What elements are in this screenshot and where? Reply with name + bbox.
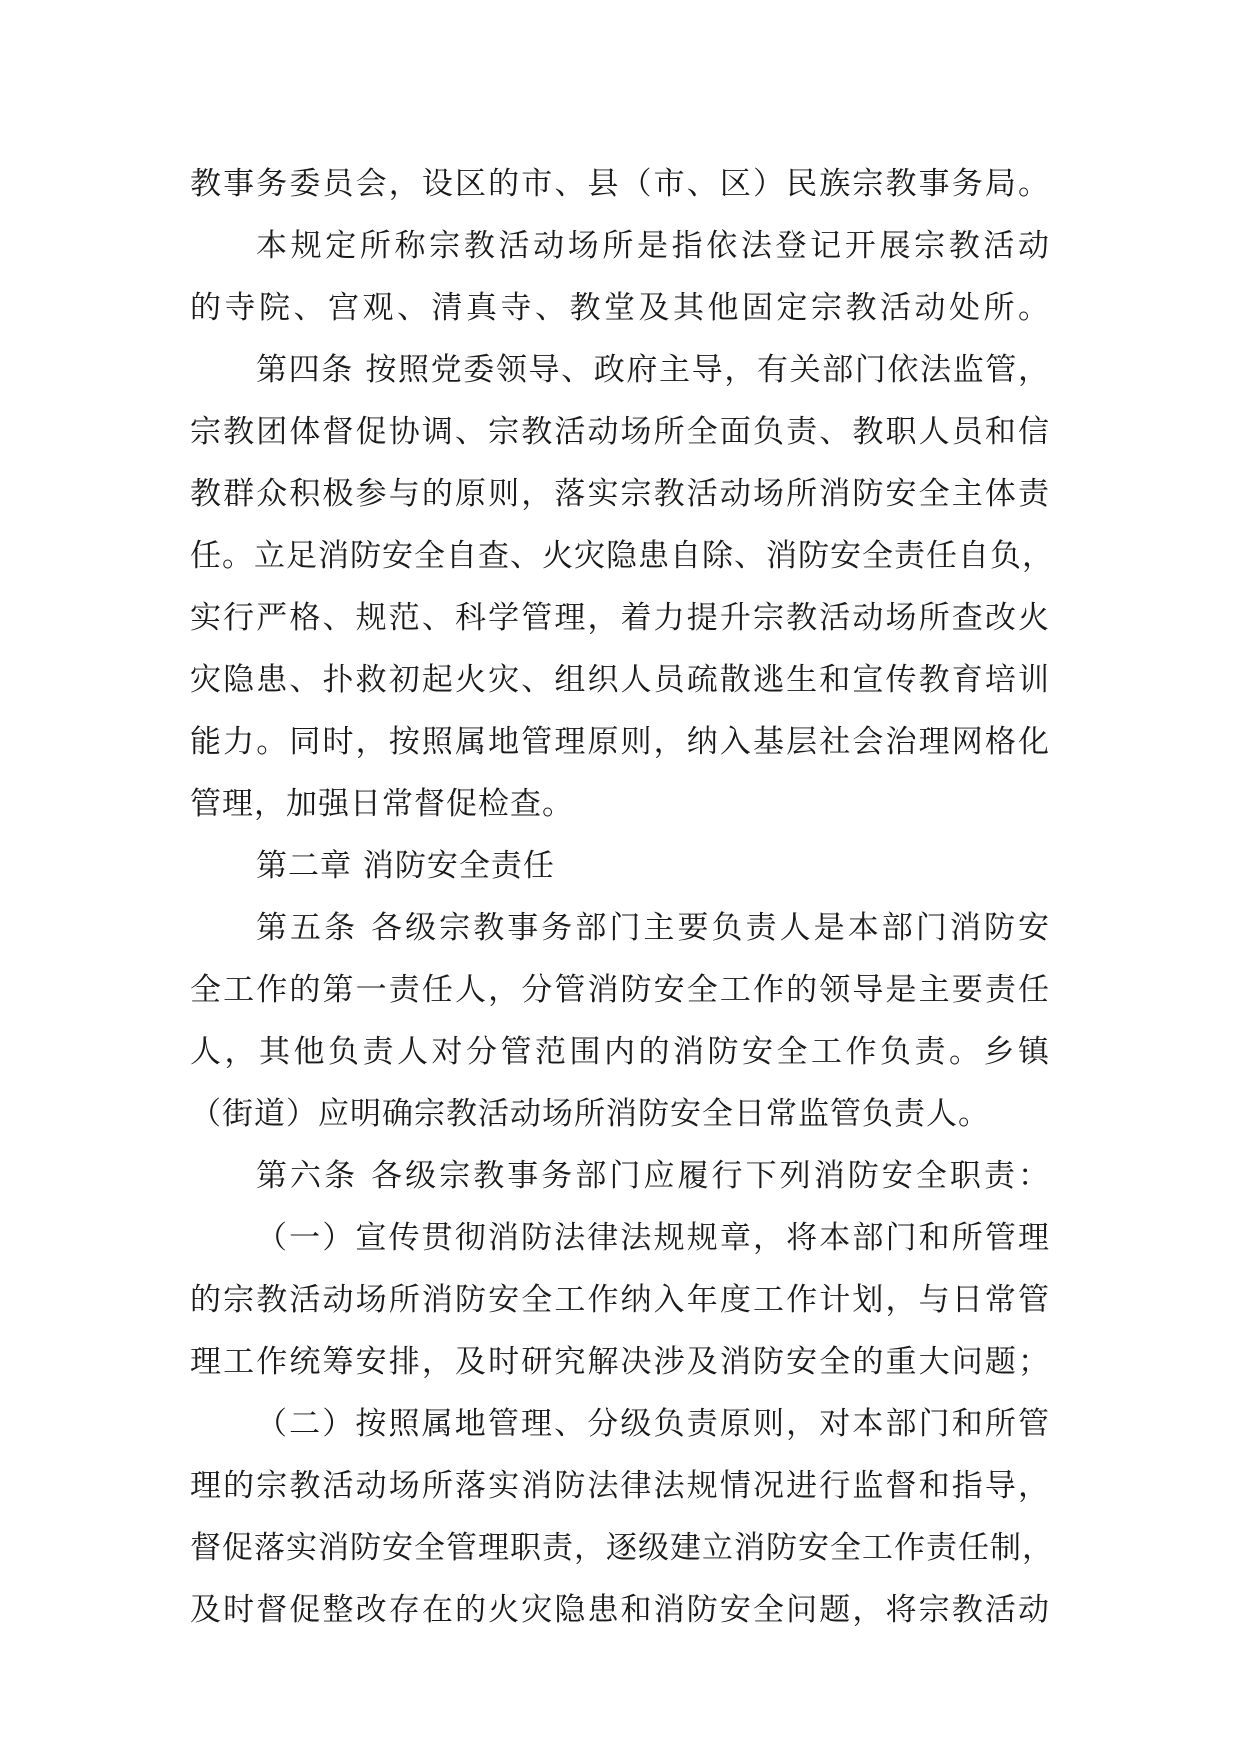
text-line: 理工作统筹安排，及时研究解决涉及消防安全的重大问题； (190, 1344, 1050, 1380)
text-line: 理的宗教活动场所落实消防法律法规情况进行监督和指导， (190, 1468, 1050, 1504)
text-line: 第四条 按照党委领导、政府主导，有关部门依法监管， (256, 352, 1050, 388)
text-line: 的寺院、宫观、清真寺、教堂及其他固定宗教活动处所。 (190, 290, 1050, 326)
chapter-heading: 第二章 消防安全责任 (256, 848, 555, 884)
text-line: 灾隐患、扑救初起火灾、组织人员疏散逃生和宣传教育培训 (190, 662, 1050, 698)
text-line: 人，其他负责人对分管范围内的消防安全工作负责。乡镇 (190, 1034, 1050, 1070)
text-line: 实行严格、规范、科学管理，着力提升宗教活动场所查改火 (190, 600, 1050, 636)
document-body (190, 153, 1054, 1641)
text-line: （一）宣传贯彻消防法律法规规章，将本部门和所管理 (256, 1220, 1050, 1256)
text-line: 教群众积极参与的原则，落实宗教活动场所消防安全主体责 (190, 476, 1050, 512)
text-line: 本规定所称宗教活动场所是指依法登记开展宗教活动 (256, 228, 1050, 264)
text-line: 任。立足消防安全自查、火灾隐患自除、消防安全责任自负， (190, 538, 1054, 574)
text-line: 宗教团体督促协调、宗教活动场所全面负责、教职人员和信 (190, 414, 1050, 450)
text-line: 的宗教活动场所消防安全工作纳入年度工作计划，与日常管 (190, 1282, 1050, 1318)
text-line: 第六条 各级宗教事务部门应履行下列消防安全职责： (256, 1158, 1050, 1194)
text-line: 督促落实消防安全管理职责，逐级建立消防安全工作责任制， (190, 1530, 1054, 1566)
text-line: （街道）应明确宗教活动场所消防安全日常监管负责人。 (190, 1096, 990, 1132)
text-line: 能力。同时，按照属地管理原则，纳入基层社会治理网格化 (190, 724, 1050, 760)
text-line: 管理，加强日常督促检查。 (190, 786, 574, 822)
text-line: 第五条 各级宗教事务部门主要负责人是本部门消防安 (256, 910, 1050, 946)
text-line: （二）按照属地管理、分级负责原则，对本部门和所管 (256, 1406, 1050, 1442)
text-line: 教事务委员会，设区的市、县（市、区）民族宗教事务局。 (190, 166, 1050, 202)
text-line: 及时督促整改存在的火灾隐患和消防安全问题，将宗教活动 (190, 1592, 1050, 1628)
text-line: 全工作的第一责任人，分管消防安全工作的领导是主要责任 (190, 972, 1050, 1008)
